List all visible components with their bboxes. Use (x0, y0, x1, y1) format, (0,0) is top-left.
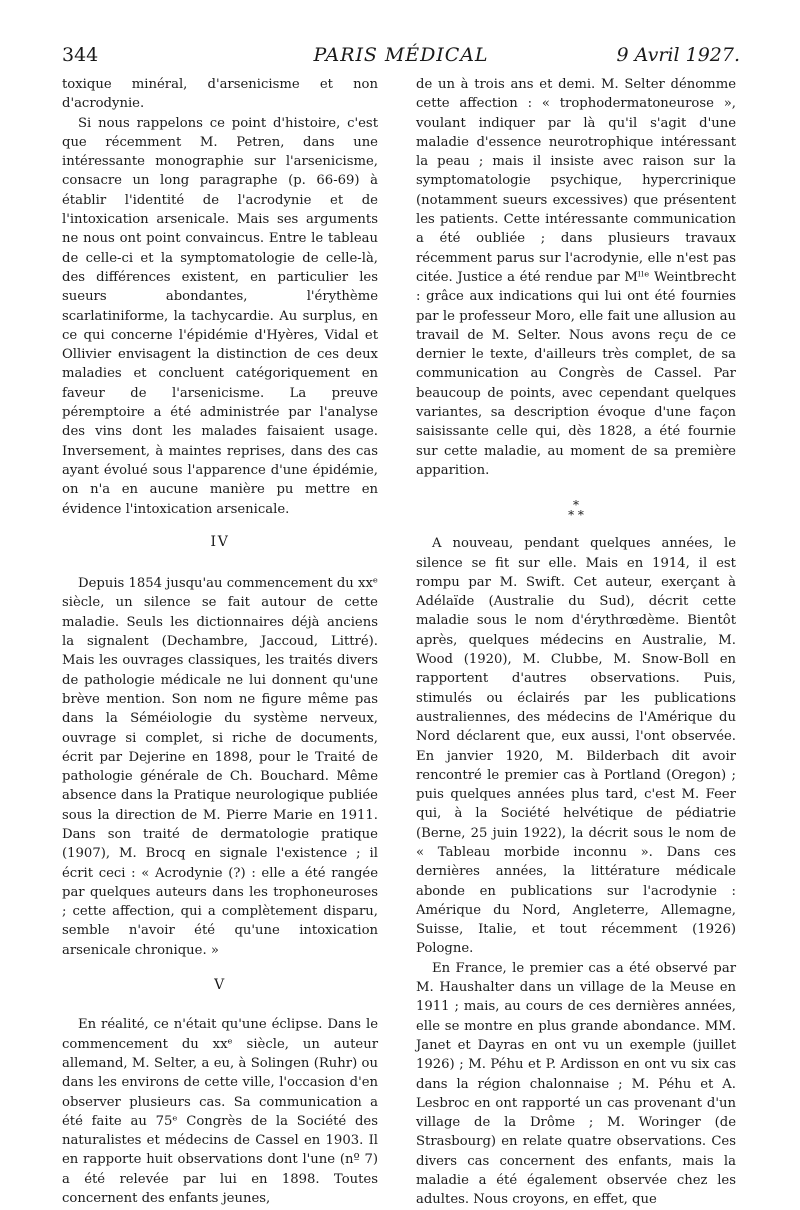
asterism-divider (416, 498, 736, 523)
journal-title: PARIS MÉDICAL (313, 44, 489, 66)
right-column (416, 75, 736, 1210)
paragraph: Depuis 1854 jusqu'au commencement du xxᵉ siècle, un silence se fait autour de cette maladie. Seuls les dictionnaires déjà anciens la signalent (Dechambre, Jaccoud, Littré). Mais les ouvrages classiques, les traités divers de pathologie médicale ne lui donnent qu'une brève mention. Son nom ne figure même pas dans la Séméiologie du système nerveux, ouvrage si complet, si riche de documents, écrit par Dejerine en 1898, pour le Traité de pathologie générale de Ch. Bouchard. Même absence dans la Pratique neurologique publiée sous la direction de M. Pierre Marie en 1911. Dans son traité de dermatologie pratique (1907), M. Brocq en signale l'existence ; il écrit ceci : « Acrodynie (?) : elle a été rangée par quelques auteurs dans les trophoneuroses ; cette affection, qui a complètement disparu, semble n'avoir été qu'une intoxication arsenicale chronique. » (62, 576, 378, 958)
paragraph: toxique minéral, d'arsenicisme et non d'acrodynie. (62, 77, 378, 112)
paragraph: de un à trois ans et demi. M. Selter dénomme cette affection : « trophodermatoneurose », voulant indiquer par là qu'il s'agit d'une maladie d'essence neurotrophique intéressant la peau ; mais il insiste avec raison sur la symptomatologie psychique, hypercrinique (notamment sueurs excessives) que présentent les patients. Cette intéressante communication a été oubliée ; dans plusieurs travaux récemment parus sur l'acrodynie, elle n'est pas citée. Justice a été rendue par Mˡˡᵉ Weintbrecht : grâce aux indications qui lui ont été fournies par le professeur Moro, elle fait une allusion au travail de M. Selter. Nous avons reçu de ce dernier le texte, d'ailleurs très complet, de sa communication au Congrès de Cassel. Par beaucoup de points, avec cependant quelques variantes, sa description évoque d'une façon saisissante celle qui, dès 1828, a été fournie sur cette maladie, au moment de sa première apparition. (416, 77, 736, 478)
issue-date: 9 Avril 1927. (616, 44, 740, 66)
running-head (62, 44, 740, 74)
asterism-top: * (573, 498, 579, 513)
paragraph: En France, le premier cas a été observé par M. Haushalter dans un village de la Meuse en 1911 ; mais, au cours de ces dernières années, elle se montre en plus grande abondance. MM. Janet et Dayras en ont vu un exemple (juillet 1926) ; M. Péhu et P. Ardisson en ont vu six cas dans la région chalonnaise ; M. Péhu et A. Lesbroc en ont rapporté un cas provenant d'un village de la Drôme ; M. Woringer (de Strasbourg) en relate quatre observations. Ces divers cas concernent des enfants, mais la maladie a été également observée chez les adultes. Nous croyons, en effet, que (416, 960, 736, 1208)
section-heading-iv: IV (210, 533, 230, 550)
asterism-bottom: * * (568, 508, 584, 523)
paragraph: A nouveau, pendant quelques années, le silence se fit sur elle. Mais en 1914, il est rompu par M. Swift. Cet auteur, exerçant à Adélaïde (Australie du Sud), décrit cette maladie sous le nom d'érythrœdème. Bientôt après, quelques médecins en Australie, M. Wood (1920), M. Clubbe, M. Snow-Boll en rapportent d'autres observations. Puis, stimulés ou éclairés par les publications australiennes, des médecins de l'Amérique du Nord déclarent que, eux aussi, l'ont observée. En janvier 1920, M. Bilderbach dit avoir rencontré le premier cas à Portland (Oregon) ; puis quelques années plus tard, c'est M. Feer qui, à la Société helvétique de pédiatrie (Berne, 25 juin 1922), la décrit sous le nom de « Tableau morbide inconnu ». Dans ces dernières années, la littérature médicale abonde en publications sur l'acrodynie : Amérique du Nord, Angleterre, Allemagne, Suisse, Italie, et tout récemment (1926) Pologne. (416, 536, 736, 957)
left-column (62, 75, 378, 1208)
paragraph: Si nous rappelons ce point d'histoire, c'est que récemment M. Petren, dans une intéressante monographie sur l'arsenicisme, consacre un long paragraphe (p. 66-69) à établir l'identité de l'acrodynie et de l'intoxication arsenicale. Mais ses arguments ne nous ont point convaincus. Entre le tableau de celle-ci et la symptomatologie de celle-là, des différences existent, en particulier les sueurs abondantes, l'érythème scarlatiniforme, la tachycardie. Au surplus, en ce qui concerne l'épidémie d'Hyères, Vidal et Ollivier envisagent la distinction de ces deux maladies et concluent catégoriquement en faveur de l'arsenicisme. La preuve péremptoire a été administrée par l'analyse des vins dont les malades faisaient usage. Inversement, à maintes reprises, dans des cas ayant évolué sous l'apparence d'une épidémie, on n'a en aucune manière pu mettre en évidence l'intoxication arsenicale. (62, 115, 378, 517)
page-number: 344 (62, 44, 99, 66)
section-heading-v: V (214, 977, 226, 994)
paragraph: En réalité, ce n'était qu'une éclipse. Dans le commencement du xxᵉ siècle, un auteur allemand, M. Selter, a eu, à Solingen (Ruhr) ou dans les environs de cette ville, l'occasion d'en observer plusieurs cas. Sa communication a été faite au 75ᵉ Congrès de la Société des naturalistes et médecins de Cassel en 1903. Il en rapporte huit observations dont l'une (nº 7) a été relevée par lui en 1898. Toutes concernent des enfants jeunes, (62, 1017, 378, 1207)
